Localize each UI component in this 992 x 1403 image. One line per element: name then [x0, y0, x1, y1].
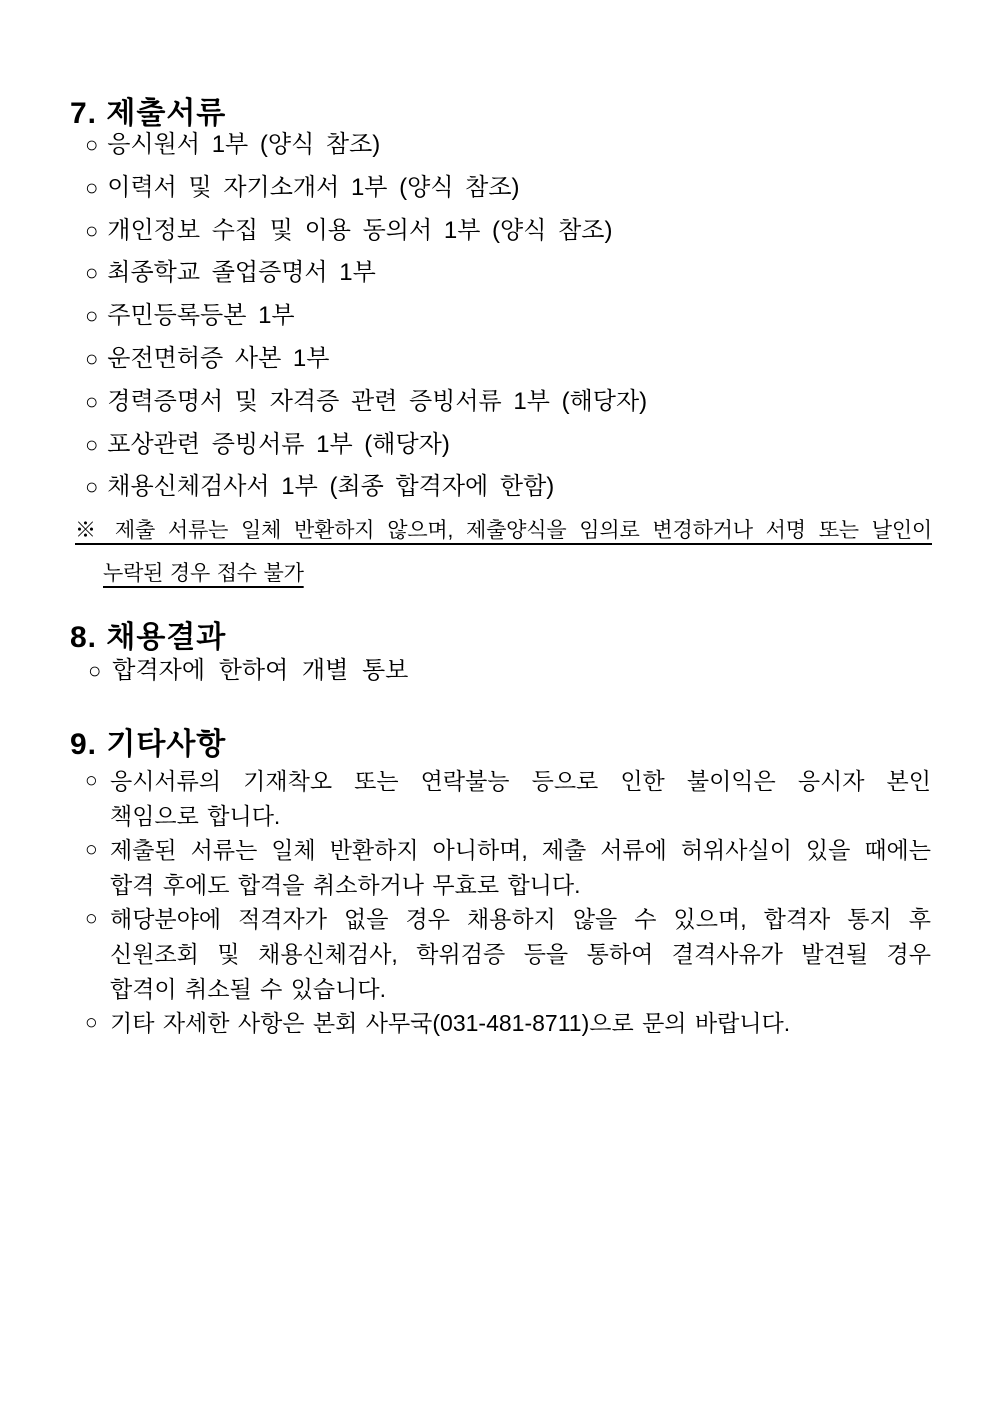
paragraph-line: 신원조회 및 채용신체검사, 학위검증 등을 통하여 결격사유가 발견될 경우	[110, 940, 931, 967]
list-item-text: 운전면허증 사본 1부	[107, 344, 330, 372]
paragraph-item	[85, 833, 931, 902]
circle-bullet-icon: ○	[85, 217, 99, 243]
list-item	[85, 252, 647, 295]
list-item	[85, 295, 647, 338]
list-item-text: 경력증명서 및 자격증 관련 증빙서류 1부 (해당자)	[107, 387, 648, 415]
section-7-heading: 7. 제출서류	[70, 97, 227, 130]
list-item-text: 응시원서 1부 (양식 참조)	[107, 131, 381, 158]
circle-bullet-icon: ○	[85, 132, 99, 157]
list-item	[85, 338, 647, 381]
note-line: ※ 제출 서류는 일체 반환하지 않으며, 제출양식을 임의로 변경하거나 서명 또는 날인이	[75, 519, 932, 542]
circle-bullet-icon: ○	[85, 303, 99, 329]
list-item	[85, 210, 647, 253]
list-item-text: 최종학교 졸업증명서 1부	[107, 259, 376, 287]
circle-bullet-icon: ○	[85, 769, 98, 792]
circle-bullet-icon: ○	[85, 838, 98, 862]
section-9-list	[85, 764, 931, 1041]
list-item-text: 이력서 및 자기소개서 1부 (양식 참조)	[107, 173, 520, 201]
paragraph-line: 합격이 취소될 수 있습니다.	[110, 975, 386, 1002]
paragraph-item	[85, 1006, 931, 1041]
paragraph-line: 책임으로 합니다.	[110, 802, 281, 829]
circle-bullet-icon: ○	[85, 431, 99, 457]
paragraph-item	[85, 764, 931, 833]
submission-note	[75, 509, 932, 595]
paragraph-line: 제출된 서류는 일체 반환하지 아니하며, 제출 서류에 허위사실이 있을 때에는	[110, 837, 931, 864]
list-item-text: 합격자에 한하여 개별 통보	[112, 657, 409, 684]
paragraph-line: 응시서류의 기재착오 또는 연락불능 등으로 인한 불이익은 응시자 본인	[110, 768, 931, 794]
paragraph-line: 합격 후에도 합격을 취소하거나 무효로 합니다.	[110, 871, 581, 898]
circle-bullet-icon: ○	[85, 1011, 98, 1035]
circle-bullet-icon: ○	[85, 345, 99, 371]
circle-bullet-icon: ○	[85, 907, 98, 931]
list-item	[85, 167, 647, 210]
circle-bullet-icon: ○	[85, 260, 99, 286]
paragraph-line: 기타 자세한 사항은 본회 사무국(031-481-8711)으로 문의 바랍니다.	[110, 1010, 791, 1037]
circle-bullet-icon: ○	[85, 474, 99, 500]
list-item-text: 포상관련 증빙서류 1부 (해당자)	[107, 430, 450, 458]
section-7-list	[85, 124, 647, 509]
list-item-text: 개인정보 수집 및 이용 동의서 1부 (양식 참조)	[107, 216, 613, 244]
section-9-heading: 9. 기타사항	[70, 728, 227, 761]
list-item-text: 채용신체검사서 1부 (최종 합격자에 한함)	[107, 473, 555, 501]
circle-bullet-icon: ○	[88, 658, 102, 683]
section-8-heading: 8. 채용결과	[70, 621, 227, 654]
list-item	[85, 124, 647, 167]
list-item	[85, 424, 647, 467]
paragraph-item	[85, 902, 931, 1006]
list-item	[85, 381, 647, 424]
section-8-item	[88, 650, 408, 693]
paragraph-line: 해당분야에 적격자가 없을 경우 채용하지 않을 수 있으며, 합격자 통지 후	[110, 906, 931, 933]
circle-bullet-icon: ○	[85, 174, 99, 200]
circle-bullet-icon: ○	[85, 388, 99, 414]
list-item-text: 주민등록등본 1부	[107, 302, 295, 330]
note-line: 누락된 경우 접수 불가	[103, 562, 304, 585]
list-item	[85, 466, 647, 509]
